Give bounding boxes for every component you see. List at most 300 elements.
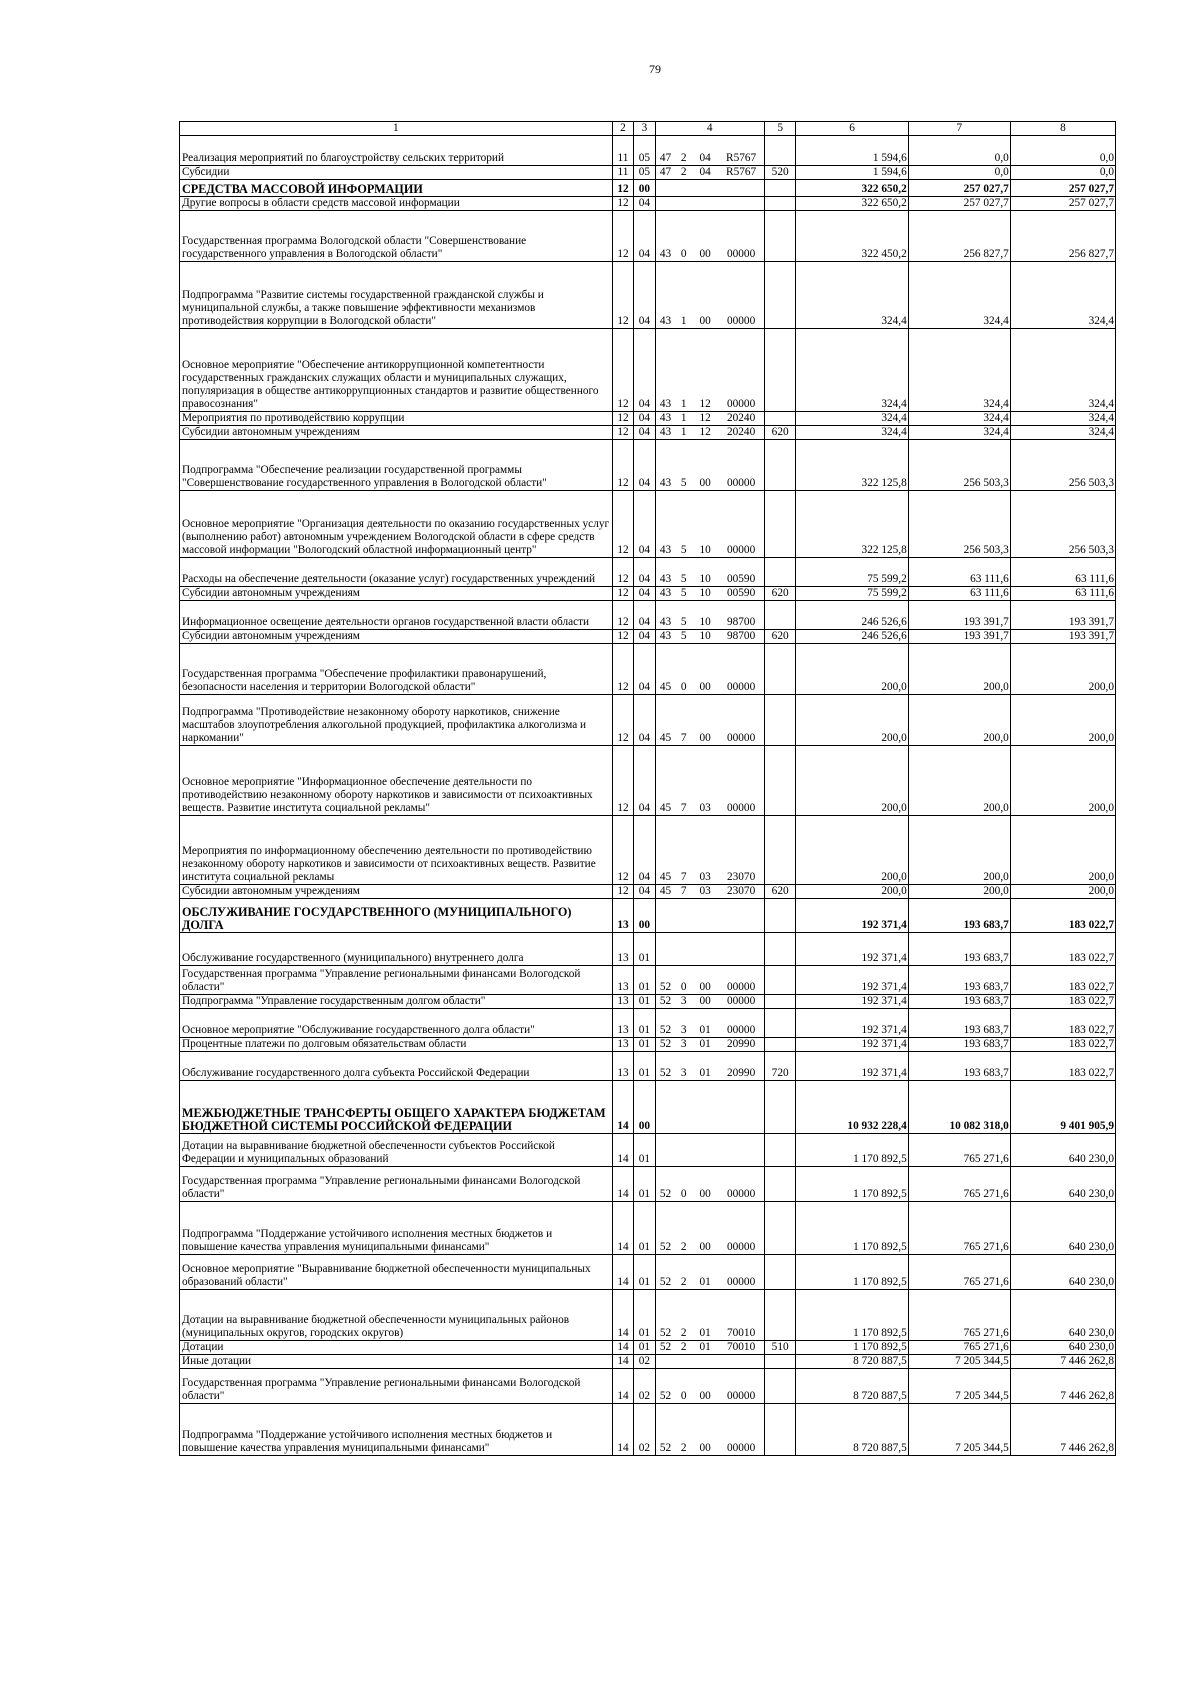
value-col-6: 246 526,6 bbox=[796, 601, 908, 630]
subsection-code: 04 bbox=[634, 426, 655, 440]
value-col-6: 1 170 892,5 bbox=[796, 1255, 908, 1290]
row-name: Подпрограмма "Поддержание устойчивого исполнения местных бюджетов и повышение качества управления муниципальными финансами" bbox=[180, 1404, 613, 1456]
value-col-6: 322 125,8 bbox=[796, 491, 908, 558]
section-code: 12 bbox=[612, 262, 633, 329]
row-name: МЕЖБЮДЖЕТНЫЕ ТРАНСФЕРТЫ ОБЩЕГО ХАРАКТЕРА БЮДЖЕТАМ БЮДЖЕТНОЙ СИСТЕМЫ РОССИЙСКОЙ ФЕДЕРАЦИИ bbox=[180, 1081, 613, 1134]
section-code: 12 bbox=[612, 587, 633, 601]
event-code: 01 bbox=[692, 1290, 719, 1341]
subprogram-code bbox=[676, 899, 692, 933]
value-col-6: 322 450,2 bbox=[796, 211, 908, 262]
value-col-6: 192 371,4 bbox=[796, 966, 908, 995]
section-code: 13 bbox=[612, 933, 633, 966]
expense-type-code bbox=[764, 136, 796, 166]
table-row bbox=[180, 966, 1116, 995]
value-col-8: 324,4 bbox=[1010, 412, 1115, 426]
expense-type-code bbox=[764, 180, 796, 197]
subsection-code: 01 bbox=[634, 1202, 655, 1255]
direction-code bbox=[718, 1081, 764, 1134]
value-col-7: 765 271,6 bbox=[908, 1134, 1010, 1167]
value-col-8: 256 503,3 bbox=[1010, 491, 1115, 558]
subsection-code: 01 bbox=[634, 966, 655, 995]
section-code: 12 bbox=[612, 601, 633, 630]
value-col-6: 8 720 887,5 bbox=[796, 1404, 908, 1456]
subprogram-code: 1 bbox=[676, 329, 692, 412]
value-col-8: 200,0 bbox=[1010, 816, 1115, 885]
table-row bbox=[180, 1052, 1116, 1081]
value-col-6: 200,0 bbox=[796, 695, 908, 746]
program-code: 43 bbox=[655, 587, 675, 601]
value-col-6: 8 720 887,5 bbox=[796, 1369, 908, 1404]
expense-type-code bbox=[764, 329, 796, 412]
row-name: Дотации bbox=[180, 1341, 613, 1355]
value-col-8: 63 111,6 bbox=[1010, 558, 1115, 587]
value-col-6: 8 720 887,5 bbox=[796, 1355, 908, 1369]
header-col-7: 7 bbox=[908, 122, 1010, 136]
event-code: 00 bbox=[692, 966, 719, 995]
value-col-8: 257 027,7 bbox=[1010, 180, 1115, 197]
value-col-6: 1 170 892,5 bbox=[796, 1202, 908, 1255]
event-code: 12 bbox=[692, 426, 719, 440]
value-col-8: 7 446 262,8 bbox=[1010, 1404, 1115, 1456]
header-col-3: 3 bbox=[634, 122, 655, 136]
value-col-8: 200,0 bbox=[1010, 695, 1115, 746]
value-col-7: 200,0 bbox=[908, 816, 1010, 885]
row-name: Государственная программа "Обеспечение профилактики правонарушений, безопасности населения и территории Вологодской области" bbox=[180, 644, 613, 695]
section-code: 12 bbox=[612, 885, 633, 899]
direction-code bbox=[718, 933, 764, 966]
subsection-code: 01 bbox=[634, 995, 655, 1009]
program-code: 47 bbox=[655, 166, 675, 180]
value-col-8: 640 230,0 bbox=[1010, 1341, 1115, 1355]
value-col-6: 192 371,4 bbox=[796, 995, 908, 1009]
subprogram-code: 5 bbox=[676, 440, 692, 491]
event-code: 01 bbox=[692, 1038, 719, 1052]
table-row bbox=[180, 1341, 1116, 1355]
section-code: 13 bbox=[612, 995, 633, 1009]
table-row bbox=[180, 1290, 1116, 1341]
value-col-7: 7 205 344,5 bbox=[908, 1404, 1010, 1456]
subsection-code: 04 bbox=[634, 329, 655, 412]
program-code: 52 bbox=[655, 1341, 675, 1355]
section-code: 14 bbox=[612, 1290, 633, 1341]
direction-code bbox=[718, 197, 764, 211]
event-code: 00 bbox=[692, 1167, 719, 1202]
subsection-code: 01 bbox=[634, 1290, 655, 1341]
subsection-code: 05 bbox=[634, 166, 655, 180]
program-code: 52 bbox=[655, 1404, 675, 1456]
expense-type-code bbox=[764, 933, 796, 966]
value-col-7: 193 683,7 bbox=[908, 1009, 1010, 1038]
table-row bbox=[180, 197, 1116, 211]
section-code: 12 bbox=[612, 426, 633, 440]
expense-type-code bbox=[764, 601, 796, 630]
subsection-code: 04 bbox=[634, 746, 655, 816]
table-row bbox=[180, 440, 1116, 491]
section-code: 11 bbox=[612, 136, 633, 166]
event-code bbox=[692, 197, 719, 211]
section-code: 14 bbox=[612, 1134, 633, 1167]
value-col-7: 63 111,6 bbox=[908, 587, 1010, 601]
value-col-6: 200,0 bbox=[796, 644, 908, 695]
value-col-6: 1 170 892,5 bbox=[796, 1134, 908, 1167]
value-col-7: 256 827,7 bbox=[908, 211, 1010, 262]
event-code: 10 bbox=[692, 491, 719, 558]
direction-code: 00000 bbox=[718, 1369, 764, 1404]
program-code bbox=[655, 1355, 675, 1369]
value-col-8: 0,0 bbox=[1010, 136, 1115, 166]
table-row bbox=[180, 1134, 1116, 1167]
subsection-code: 04 bbox=[634, 885, 655, 899]
value-col-7: 200,0 bbox=[908, 695, 1010, 746]
program-code: 45 bbox=[655, 695, 675, 746]
event-code: 00 bbox=[692, 440, 719, 491]
row-name: Реализация мероприятий по благоустройству сельских территорий bbox=[180, 136, 613, 166]
expense-type-code bbox=[764, 1290, 796, 1341]
section-code: 14 bbox=[612, 1202, 633, 1255]
table-row bbox=[180, 1081, 1116, 1134]
event-code: 00 bbox=[692, 995, 719, 1009]
subsection-code: 01 bbox=[634, 1009, 655, 1038]
direction-code: 00000 bbox=[718, 491, 764, 558]
row-name: Основное мероприятие "Обслуживание государственного долга области" bbox=[180, 1009, 613, 1038]
table-row bbox=[180, 816, 1116, 885]
value-col-7: 193 683,7 bbox=[908, 995, 1010, 1009]
program-code bbox=[655, 1081, 675, 1134]
event-code: 12 bbox=[692, 329, 719, 412]
value-col-6: 1 170 892,5 bbox=[796, 1167, 908, 1202]
subprogram-code: 0 bbox=[676, 1369, 692, 1404]
value-col-6: 200,0 bbox=[796, 816, 908, 885]
direction-code: 00000 bbox=[718, 262, 764, 329]
event-code: 01 bbox=[692, 1255, 719, 1290]
expense-type-code bbox=[764, 1167, 796, 1202]
subprogram-code: 0 bbox=[676, 1167, 692, 1202]
subprogram-code: 0 bbox=[676, 644, 692, 695]
direction-code: 00000 bbox=[718, 211, 764, 262]
expense-type-code bbox=[764, 816, 796, 885]
table-row bbox=[180, 426, 1116, 440]
value-col-6: 200,0 bbox=[796, 746, 908, 816]
subsection-code: 02 bbox=[634, 1369, 655, 1404]
section-code: 13 bbox=[612, 966, 633, 995]
value-col-7: 63 111,6 bbox=[908, 558, 1010, 587]
subprogram-code: 2 bbox=[676, 136, 692, 166]
value-col-6: 75 599,2 bbox=[796, 558, 908, 587]
value-col-6: 324,4 bbox=[796, 262, 908, 329]
value-col-8: 640 230,0 bbox=[1010, 1202, 1115, 1255]
table-row bbox=[180, 1404, 1116, 1456]
direction-code: 00000 bbox=[718, 1202, 764, 1255]
row-name: Процентные платежи по долговым обязательствам области bbox=[180, 1038, 613, 1052]
direction-code: 00000 bbox=[718, 1255, 764, 1290]
section-code: 12 bbox=[612, 211, 633, 262]
event-code: 10 bbox=[692, 630, 719, 644]
row-name: Субсидии автономным учреждениям bbox=[180, 426, 613, 440]
value-col-8: 193 391,7 bbox=[1010, 630, 1115, 644]
value-col-6: 200,0 bbox=[796, 885, 908, 899]
row-name: Государственная программа "Управление региональными финансами Вологодской области" bbox=[180, 966, 613, 995]
row-name: Основное мероприятие "Выравнивание бюджетной обеспеченности муниципальных образований области" bbox=[180, 1255, 613, 1290]
value-col-8: 256 503,3 bbox=[1010, 440, 1115, 491]
program-code: 43 bbox=[655, 262, 675, 329]
event-code: 01 bbox=[692, 1341, 719, 1355]
value-col-7: 324,4 bbox=[908, 426, 1010, 440]
value-col-6: 1 594,6 bbox=[796, 166, 908, 180]
value-col-8: 9 401 905,9 bbox=[1010, 1081, 1115, 1134]
value-col-8: 7 446 262,8 bbox=[1010, 1369, 1115, 1404]
program-code bbox=[655, 899, 675, 933]
subsection-code: 01 bbox=[634, 933, 655, 966]
event-code: 03 bbox=[692, 746, 719, 816]
direction-code: 00000 bbox=[718, 1009, 764, 1038]
direction-code bbox=[718, 1134, 764, 1167]
subprogram-code: 1 bbox=[676, 426, 692, 440]
table-row bbox=[180, 899, 1116, 933]
row-name: Государственная программа Вологодской области "Совершенствование государственного управления в Вологодской области" bbox=[180, 211, 613, 262]
subsection-code: 04 bbox=[634, 558, 655, 587]
subsection-code: 02 bbox=[634, 1404, 655, 1456]
subprogram-code: 3 bbox=[676, 1038, 692, 1052]
value-col-7: 324,4 bbox=[908, 262, 1010, 329]
section-code: 12 bbox=[612, 644, 633, 695]
direction-code: R5767 bbox=[718, 136, 764, 166]
value-col-6: 192 371,4 bbox=[796, 1009, 908, 1038]
program-code: 47 bbox=[655, 136, 675, 166]
value-col-6: 1 170 892,5 bbox=[796, 1341, 908, 1355]
value-col-8: 640 230,0 bbox=[1010, 1255, 1115, 1290]
subprogram-code: 3 bbox=[676, 995, 692, 1009]
value-col-7: 765 271,6 bbox=[908, 1290, 1010, 1341]
row-name: Основное мероприятие "Информационное обеспечение деятельности по противодействию незаконному обороту наркотиков и зависимости от психоактивных веществ. Развитие института социальной рекламы" bbox=[180, 746, 613, 816]
subsection-code: 01 bbox=[634, 1038, 655, 1052]
direction-code bbox=[718, 1355, 764, 1369]
row-name: Дотации на выравнивание бюджетной обеспеченности муниципальных районов (муниципальных округов, городских округов) bbox=[180, 1290, 613, 1341]
value-col-6: 246 526,6 bbox=[796, 630, 908, 644]
value-col-7: 10 082 318,0 bbox=[908, 1081, 1010, 1134]
value-col-8: 200,0 bbox=[1010, 746, 1115, 816]
direction-code: 00000 bbox=[718, 329, 764, 412]
event-code: 04 bbox=[692, 136, 719, 166]
direction-code: 70010 bbox=[718, 1341, 764, 1355]
event-code: 03 bbox=[692, 885, 719, 899]
table-row bbox=[180, 180, 1116, 197]
section-code: 12 bbox=[612, 695, 633, 746]
subsection-code: 04 bbox=[634, 816, 655, 885]
row-name: СРЕДСТВА МАССОВОЙ ИНФОРМАЦИИ bbox=[180, 180, 613, 197]
table-row bbox=[180, 1038, 1116, 1052]
table-row bbox=[180, 211, 1116, 262]
value-col-8: 0,0 bbox=[1010, 166, 1115, 180]
value-col-8: 257 027,7 bbox=[1010, 197, 1115, 211]
event-code: 00 bbox=[692, 644, 719, 695]
section-code: 14 bbox=[612, 1081, 633, 1134]
table-row bbox=[180, 1167, 1116, 1202]
expense-type-code bbox=[764, 412, 796, 426]
expense-type-code bbox=[764, 262, 796, 329]
program-code: 52 bbox=[655, 1290, 675, 1341]
subsection-code: 04 bbox=[634, 644, 655, 695]
row-name: Иные дотации bbox=[180, 1355, 613, 1369]
value-col-8: 640 230,0 bbox=[1010, 1167, 1115, 1202]
event-code bbox=[692, 933, 719, 966]
section-code: 14 bbox=[612, 1355, 633, 1369]
direction-code: 20990 bbox=[718, 1052, 764, 1081]
direction-code: 00000 bbox=[718, 966, 764, 995]
subsection-code: 01 bbox=[634, 1052, 655, 1081]
direction-code: 23070 bbox=[718, 885, 764, 899]
value-col-7: 256 503,3 bbox=[908, 491, 1010, 558]
section-code: 13 bbox=[612, 1052, 633, 1081]
header-col-5: 5 bbox=[764, 122, 796, 136]
header-col-4: 4 bbox=[655, 122, 764, 136]
subsection-code: 04 bbox=[634, 211, 655, 262]
program-code: 52 bbox=[655, 966, 675, 995]
table-row bbox=[180, 933, 1116, 966]
expense-type-code bbox=[764, 695, 796, 746]
subprogram-code: 5 bbox=[676, 558, 692, 587]
table-row bbox=[180, 1355, 1116, 1369]
subprogram-code: 7 bbox=[676, 695, 692, 746]
subsection-code: 04 bbox=[634, 412, 655, 426]
program-code: 43 bbox=[655, 412, 675, 426]
value-col-8: 63 111,6 bbox=[1010, 587, 1115, 601]
row-name: Дотации на выравнивание бюджетной обеспеченности субъектов Российской Федерации и муниципальных образований bbox=[180, 1134, 613, 1167]
value-col-6: 192 371,4 bbox=[796, 1038, 908, 1052]
expense-type-code bbox=[764, 1202, 796, 1255]
value-col-8: 200,0 bbox=[1010, 644, 1115, 695]
direction-code: 98700 bbox=[718, 601, 764, 630]
subprogram-code bbox=[676, 933, 692, 966]
value-col-8: 324,4 bbox=[1010, 426, 1115, 440]
expense-type-code bbox=[764, 1255, 796, 1290]
subsection-code: 01 bbox=[634, 1134, 655, 1167]
subprogram-code: 7 bbox=[676, 816, 692, 885]
expense-type-code bbox=[764, 1404, 796, 1456]
subsection-code: 02 bbox=[634, 1355, 655, 1369]
event-code: 00 bbox=[692, 695, 719, 746]
row-name: Субсидии автономным учреждениям bbox=[180, 587, 613, 601]
program-code: 45 bbox=[655, 885, 675, 899]
value-col-7: 193 391,7 bbox=[908, 630, 1010, 644]
subprogram-code: 2 bbox=[676, 1255, 692, 1290]
table-row bbox=[180, 587, 1116, 601]
table-row bbox=[180, 630, 1116, 644]
value-col-8: 200,0 bbox=[1010, 885, 1115, 899]
value-col-7: 7 205 344,5 bbox=[908, 1355, 1010, 1369]
program-code bbox=[655, 933, 675, 966]
subsection-code: 01 bbox=[634, 1341, 655, 1355]
table-row bbox=[180, 995, 1116, 1009]
table-row bbox=[180, 746, 1116, 816]
subprogram-code bbox=[676, 1355, 692, 1369]
row-name: ОБСЛУЖИВАНИЕ ГОСУДАРСТВЕННОГО (МУНИЦИПАЛЬНОГО) ДОЛГА bbox=[180, 899, 613, 933]
value-col-6: 324,4 bbox=[796, 412, 908, 426]
expense-type-code bbox=[764, 197, 796, 211]
row-name: Субсидии автономным учреждениям bbox=[180, 630, 613, 644]
table-row bbox=[180, 1202, 1116, 1255]
value-col-7: 193 683,7 bbox=[908, 1052, 1010, 1081]
program-code bbox=[655, 180, 675, 197]
value-col-6: 324,4 bbox=[796, 329, 908, 412]
expense-type-code bbox=[764, 1081, 796, 1134]
subsection-code: 04 bbox=[634, 262, 655, 329]
direction-code: 00000 bbox=[718, 1167, 764, 1202]
value-col-7: 324,4 bbox=[908, 412, 1010, 426]
subprogram-code: 7 bbox=[676, 885, 692, 899]
program-code: 45 bbox=[655, 746, 675, 816]
event-code: 00 bbox=[692, 1202, 719, 1255]
section-code: 12 bbox=[612, 558, 633, 587]
value-col-7: 200,0 bbox=[908, 746, 1010, 816]
value-col-8: 324,4 bbox=[1010, 262, 1115, 329]
table-row bbox=[180, 695, 1116, 746]
table-row bbox=[180, 166, 1116, 180]
program-code: 43 bbox=[655, 211, 675, 262]
value-col-8: 324,4 bbox=[1010, 329, 1115, 412]
subsection-code: 05 bbox=[634, 136, 655, 166]
value-col-7: 324,4 bbox=[908, 329, 1010, 412]
program-code: 43 bbox=[655, 630, 675, 644]
program-code: 52 bbox=[655, 1202, 675, 1255]
program-code: 52 bbox=[655, 1052, 675, 1081]
event-code: 10 bbox=[692, 587, 719, 601]
table-row bbox=[180, 262, 1116, 329]
table-row bbox=[180, 412, 1116, 426]
direction-code: R5767 bbox=[718, 166, 764, 180]
subprogram-code: 5 bbox=[676, 587, 692, 601]
value-col-7: 765 271,6 bbox=[908, 1341, 1010, 1355]
direction-code: 20240 bbox=[718, 426, 764, 440]
direction-code bbox=[718, 899, 764, 933]
value-col-7: 257 027,7 bbox=[908, 180, 1010, 197]
table-row bbox=[180, 329, 1116, 412]
row-name: Мероприятия по противодействию коррупции bbox=[180, 412, 613, 426]
value-col-6: 192 371,4 bbox=[796, 899, 908, 933]
subprogram-code: 3 bbox=[676, 1009, 692, 1038]
row-name: Обслуживание государственного (муниципального) внутреннего долга bbox=[180, 933, 613, 966]
section-code: 12 bbox=[612, 630, 633, 644]
direction-code: 00000 bbox=[718, 440, 764, 491]
subprogram-code bbox=[676, 1081, 692, 1134]
event-code bbox=[692, 1081, 719, 1134]
event-code: 03 bbox=[692, 816, 719, 885]
row-name: Мероприятия по информационному обеспечению деятельности по противодействию незаконному обороту наркотиков и зависимости от психоактивных веществ. Развитие института социальной рекламы bbox=[180, 816, 613, 885]
expense-type-code: 520 bbox=[764, 166, 796, 180]
subprogram-code: 0 bbox=[676, 211, 692, 262]
subsection-code: 01 bbox=[634, 1167, 655, 1202]
value-col-6: 322 650,2 bbox=[796, 197, 908, 211]
event-code: 04 bbox=[692, 166, 719, 180]
expense-type-code bbox=[764, 1369, 796, 1404]
section-code: 12 bbox=[612, 180, 633, 197]
section-code: 12 bbox=[612, 491, 633, 558]
row-name: Субсидии автономным учреждениям bbox=[180, 885, 613, 899]
page-number: 79 bbox=[649, 62, 661, 76]
direction-code bbox=[718, 180, 764, 197]
program-code: 43 bbox=[655, 440, 675, 491]
subprogram-code: 1 bbox=[676, 262, 692, 329]
table-row bbox=[180, 558, 1116, 587]
value-col-6: 10 932 228,4 bbox=[796, 1081, 908, 1134]
expense-type-code bbox=[764, 644, 796, 695]
row-name: Основное мероприятие "Обеспечение антикоррупционной компетентности государственных гражданских служащих области и муниципальных служащих, популяризация в обществе антикоррупционных стандартов и развитие общественного правосознания" bbox=[180, 329, 613, 412]
direction-code: 98700 bbox=[718, 630, 764, 644]
row-name: Обслуживание государственного долга субъекта Российской Федерации bbox=[180, 1052, 613, 1081]
event-code: 00 bbox=[692, 1369, 719, 1404]
subprogram-code: 2 bbox=[676, 1202, 692, 1255]
program-code: 45 bbox=[655, 816, 675, 885]
value-col-7: 7 205 344,5 bbox=[908, 1369, 1010, 1404]
